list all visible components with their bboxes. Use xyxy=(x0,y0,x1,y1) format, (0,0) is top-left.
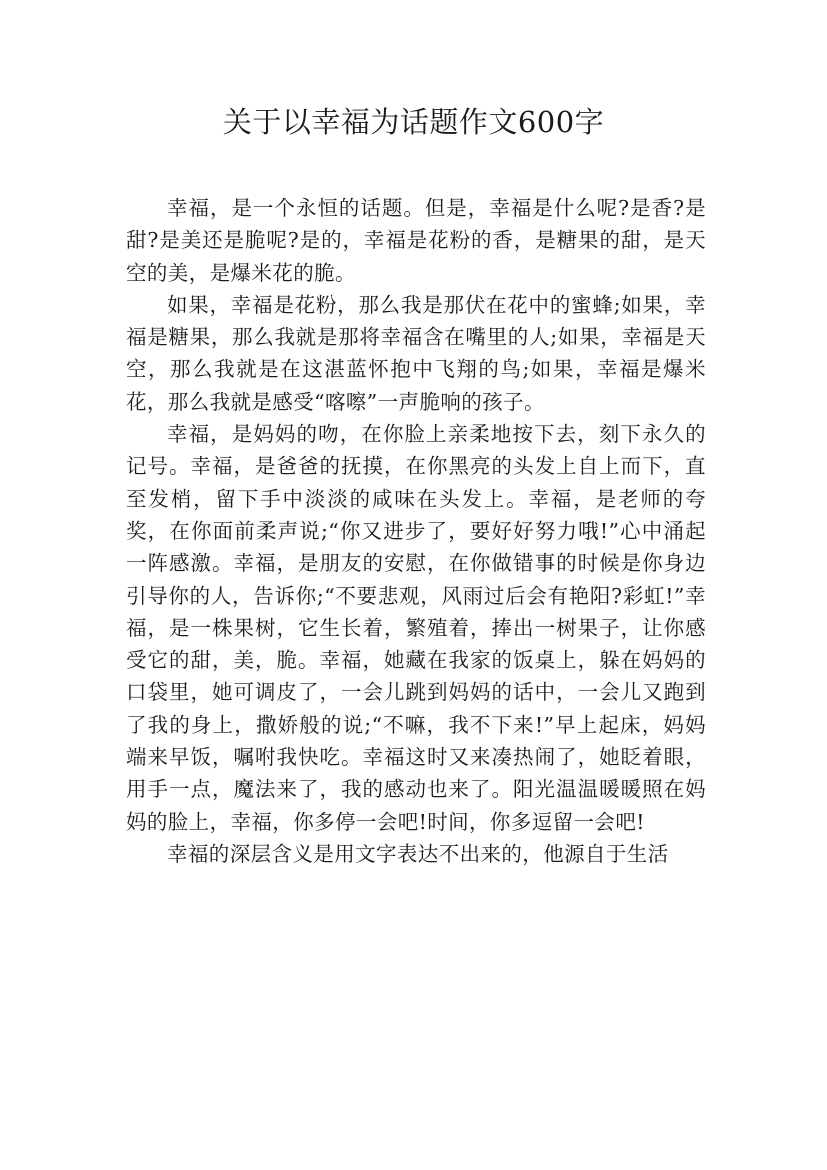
paragraph-4: 幸福的深层含义是用文字表达不出来的，他源自于生活 xyxy=(167,841,669,866)
document-body xyxy=(126,192,706,870)
document-title: 关于以幸福为话题作文600字 xyxy=(222,105,605,139)
paragraph-2: 如果，幸福是花粉，那么我是那伏在花中的蜜蜂;如果，幸福是糖果，那么我就是那将幸福含在嘴里的人;如果，幸福是天空，那么我就是在这湛蓝怀抱中飞翔的鸟;如果，幸福是爆米花，那么我就是感受“喀嚓”一声脆响的孩子。 xyxy=(126,292,706,414)
paragraph-3: 幸福，是妈妈的吻，在你脸上亲柔地按下去，刻下永久的记号。幸福，是爸爸的抚摸，在你黑亮的头发上自上而下，直至发梢，留下手中淡淡的咸味在头发上。幸福，是老师的夸奖，在你面前柔声说;“你又进步了，要好好努力哦!”心中涌起一阵感激。幸福，是朋友的安慰，在你做错事的时候是你身边引导你的人，告诉你;“不要悲观，风雨过后会有艳阳?彩虹!”幸福，是一株果树，它生长着，繁殖着，捧出一树果子，让你感受它的甜，美，脆。幸福，她藏在我家的饭桌上，躲在妈妈的口袋里，她可调皮了，一会儿跳到妈妈的话中，一会儿又跑到了我的身上，撒娇般的说;“不嘛，我不下来!”早上起床，妈妈端来早饭，嘱咐我快吃。幸福这时又来凑热闹了，她眨着眼，用手一点，魔法来了，我的感动也来了。阳光温温暖暖照在妈妈的脸上，幸福，你多停一会吧!时间，你多逗留一会吧! xyxy=(126,422,706,834)
paragraph-1: 幸福，是一个永恒的话题。但是，幸福是什么呢?是香?是甜?是美还是脆呢?是的，幸福是花粉的香，是糖果的甜，是天空的美，是爆米花的脆。 xyxy=(126,196,706,285)
